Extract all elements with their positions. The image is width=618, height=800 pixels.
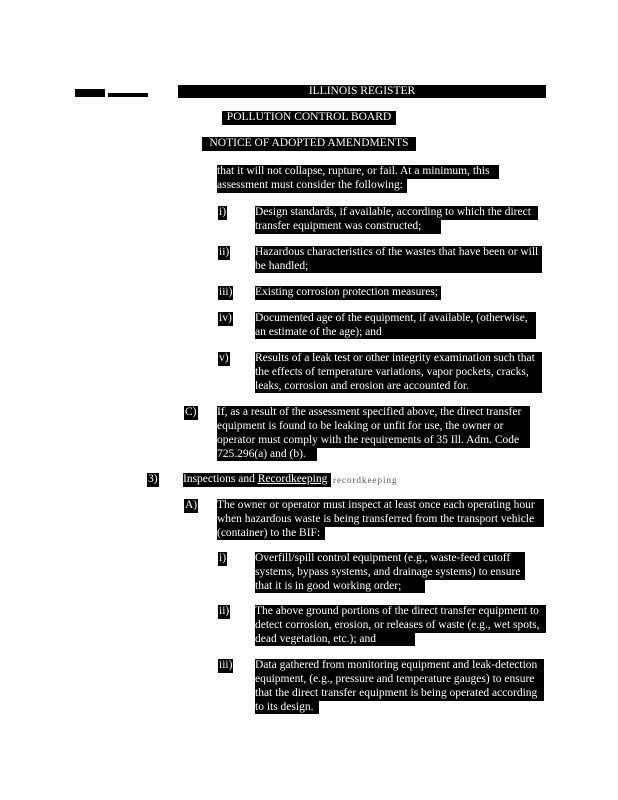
section-3-title-a: Inspections and	[183, 473, 258, 485]
item-c-line-2: equipment is found to be leaking or unfit for use, the owner or	[217, 420, 530, 434]
list2-ii-line-3: dead vegetation, etc.); and	[255, 633, 415, 646]
list2-i-line-3: that it is in good working order;	[255, 580, 425, 593]
item-a-line-2: when hazardous waste is being transferred from the transport vehicle	[217, 513, 544, 527]
list1-ii-line-1: Hazardous characteristics of the wastes that have been or will	[255, 246, 542, 260]
notice-header: NOTICE OF ADOPTED AMENDMENTS	[202, 137, 416, 151]
header-rule-mid	[108, 93, 148, 97]
section-3-title	[183, 473, 331, 487]
board-header: POLLUTION CONTROL BOARD	[222, 111, 396, 125]
list1-v-line-1: Results of a leak test or other integrity examination such that	[255, 352, 542, 366]
list2-iii-line-2: equipment, (e.g., pressure and temperature gauges) to ensure	[255, 673, 544, 687]
item-c-line-4: 725.296(a) and (b).	[217, 448, 317, 461]
list1-iv-line-1: Documented age of the equipment, if available, (otherwise,	[255, 312, 536, 326]
intro-line-1: that it will not collapse, rupture, or fail. At a minimum, this	[217, 165, 499, 179]
list1-label-v: v)	[219, 352, 229, 364]
item-a-label: A)	[185, 499, 198, 511]
header-rule-left	[75, 89, 105, 97]
list2-label-i: i)	[219, 552, 227, 564]
list2-label-ii: ii)	[219, 605, 230, 617]
list1-v-line-3: leaks, corrosion and erosion are accounted for.	[255, 380, 542, 393]
list2-ii-line-1: The above ground portions of the direct transfer equipment to	[255, 605, 546, 619]
item-c-line-1: If, as a result of the assessment specified above, the direct transfer	[217, 406, 530, 420]
list1-iii-line-1: Existing corrosion protection measures;	[255, 286, 441, 300]
list2-i-line-2: systems, bypass systems, and drainage systems) to ensure	[255, 566, 525, 580]
list1-ii-line-2: be handled;	[255, 260, 542, 273]
list1-v-line-2: the effects of temperature variations, vapor pockets, cracks,	[255, 366, 542, 380]
list2-iii-line-1: Data gathered from monitoring equipment and leak-detection	[255, 659, 544, 673]
item-a-line-1: The owner or operator must inspect at least once each operating hour	[217, 499, 544, 513]
list1-label-ii: ii)	[219, 246, 230, 258]
list2-ii-line-2: detect corrosion, erosion, or releases of waste (e.g., wet spots,	[255, 619, 546, 633]
intro-line-2: assessment must consider the following:	[217, 179, 407, 193]
register-header: ILLINOIS REGISTER	[178, 85, 546, 98]
list1-label-i: i)	[219, 206, 227, 218]
list1-i-line-1: Design standards, if available, according to which the direct	[255, 206, 538, 220]
list1-label-iv: iv)	[219, 312, 232, 324]
list1-iv-line-2: an estimate of the age); and	[255, 326, 536, 339]
list2-iii-line-3: that the direct transfer equipment is being operated according	[255, 687, 544, 701]
list2-i-line-1: Overfill/spill control equipment (e.g., waste-feed cutoff	[255, 552, 525, 566]
item-c-line-3: operator must comply with the requirements of 35 Ill. Adm. Code	[217, 434, 530, 448]
section-3-label: 3)	[148, 473, 158, 485]
item-c-label: C)	[185, 406, 197, 418]
list1-label-iii: iii)	[219, 286, 233, 298]
list2-iii-line-4: to its design.	[255, 701, 319, 714]
list2-label-iii: iii)	[219, 659, 233, 671]
section-3-title-b: Recordkeeping	[257, 473, 328, 485]
list1-i-line-2: transfer equipment was constructed;	[255, 220, 441, 234]
item-a-line-3: (container) to the BIF:	[217, 527, 325, 540]
section-3-faint-text: recordkeeping	[333, 475, 398, 485]
